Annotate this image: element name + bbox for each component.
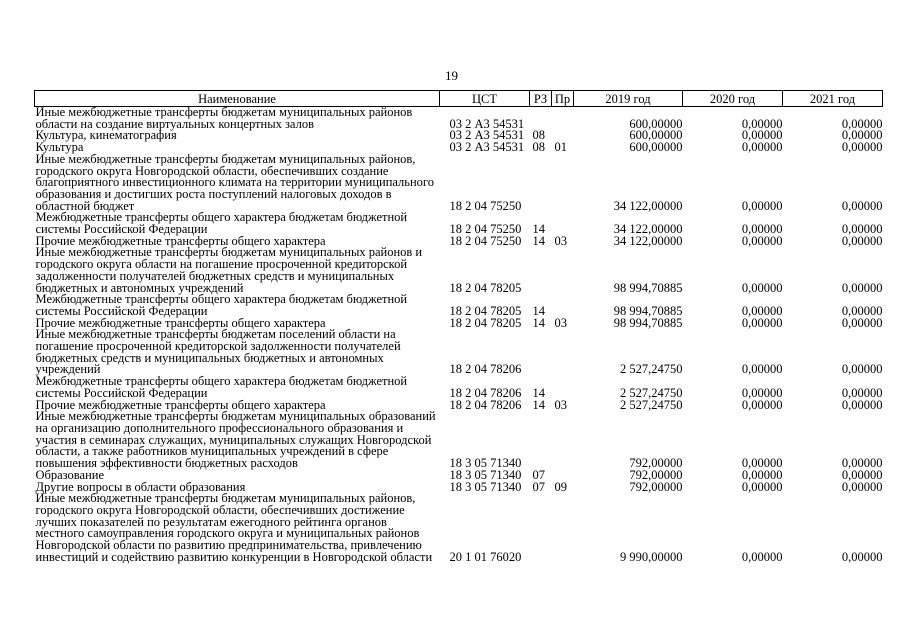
row-value-2021: 0,00000 — [841, 116, 883, 131]
row-rz: 14 — [532, 315, 545, 330]
row-value-2021: 0,00000 — [841, 315, 883, 330]
row-value-2019: 792,00000 — [629, 467, 683, 482]
row-value-2021: 0,00000 — [841, 222, 883, 237]
row-value-2021: 0,00000 — [841, 280, 883, 295]
row-rz — [530, 493, 552, 563]
row-cst: 18 2 04 78205 — [449, 303, 522, 318]
row-pr: 03 — [554, 397, 567, 412]
row-name: Образование — [35, 467, 105, 482]
row-name: Межбюджетные трансферты общего характера бюджетам бюджетной системы Российской Федерации — [35, 374, 408, 400]
row-name: Иные межбюджетные трансферты бюджетам поселений области на погашение просроченной кредиторской задолженности получателей бюджетных средств и муниципальных бюджетных и автономных учреждений — [35, 327, 401, 377]
budget-table — [34, 90, 883, 563]
row-value-2021: 0,00000 — [841, 467, 883, 482]
row-rz — [530, 411, 552, 470]
row-value-2021: 0,00000 — [841, 385, 883, 400]
row-value-2019: 34 122,00000 — [613, 233, 683, 248]
table-row — [35, 212, 883, 235]
row-value-2019: 600,00000 — [629, 140, 683, 155]
header-rz: РЗ — [530, 91, 552, 107]
row-name: Межбюджетные трансферты общего характера бюджетам бюджетной системы Российской Федерации — [35, 210, 408, 237]
row-cst: 18 3 05 71340 — [449, 456, 522, 471]
row-name: Другие вопросы в области образования — [35, 479, 246, 494]
row-pr: 09 — [554, 479, 567, 494]
row-value-2021: 0,00000 — [841, 362, 883, 377]
row-name: Прочие межбюджетные трансферты общего характера — [35, 315, 326, 330]
row-value-2020: 0,00000 — [741, 280, 783, 295]
row-cst: 18 2 04 78205 — [449, 280, 522, 295]
row-name: Иные межбюджетные трансферты бюджетам муниципальных образований на организацию дополнительного профессионального образования и участия в семинарах служащих, муниципальных служащих Новгородской области, а также работников муниципальных учреждений в сфере повышения эффективности бюджетных расходов — [35, 409, 436, 471]
row-cst: 18 2 04 75250 — [449, 233, 522, 248]
row-value-2019: 98 994,70885 — [613, 303, 683, 318]
row-value-2021: 0,00000 — [841, 233, 883, 248]
table-row — [35, 247, 883, 294]
row-name: Межбюджетные трансферты общего характера бюджетам бюджетной системы Российской Федерации — [35, 292, 408, 318]
budget-table-container — [34, 90, 882, 563]
row-value-2020: 0,00000 — [741, 222, 783, 237]
row-rz: 14 — [532, 397, 545, 412]
header-cst: ЦСТ — [440, 91, 530, 107]
row-value-2019: 9 990,00000 — [620, 549, 683, 564]
row-value-2019: 792,00000 — [629, 479, 683, 494]
row-pr: 01 — [554, 140, 567, 155]
row-cst: 18 3 05 71340 — [449, 467, 522, 482]
row-value-2020: 0,00000 — [741, 479, 783, 494]
row-value-2020: 0,00000 — [741, 128, 783, 143]
row-pr — [552, 107, 574, 131]
header-pr: Пр — [552, 91, 574, 107]
row-rz — [530, 329, 552, 376]
row-cst: 20 1 01 76020 — [449, 549, 522, 564]
row-value-2020: 0,00000 — [741, 140, 783, 155]
row-name: Иные межбюджетные трансферты бюджетам муниципальных районов, городского округа Новгородской области, обеспечивших достижение лучших показателей по результатам ежегодного рейтинга органов местного самоуправления городского округа и муниципальных районов Новгородской области по развитию предпринимательства, привлечению инвестиций и содействию развитию конкуренции в Новгородской области — [35, 491, 433, 564]
row-name: Прочие межбюджетные трансферты общего характера — [35, 233, 326, 248]
row-value-2019: 98 994,70885 — [613, 280, 683, 295]
row-value-2019: 98 994,70885 — [613, 315, 683, 330]
table-body — [35, 107, 883, 564]
row-value-2020: 0,00000 — [741, 362, 783, 377]
row-name: Иные межбюджетные трансферты бюджетам муниципальных районов, городского округа Новгородской области, обеспечивших создание благоприятного инвестиционного климата на территории муниципального образования и достигших роста поступлений налоговых доходов в областной бюджет — [35, 151, 434, 213]
row-value-2019: 2 527,24750 — [620, 362, 683, 377]
row-name: Прочие межбюджетные трансферты общего характера — [35, 397, 326, 412]
row-value-2020: 0,00000 — [741, 549, 783, 564]
row-pr — [552, 154, 574, 213]
row-pr: 03 — [554, 315, 567, 330]
row-cst: 18 3 05 71340 — [449, 479, 522, 494]
row-value-2019: 600,00000 — [629, 128, 683, 143]
row-rz: 14 — [532, 385, 545, 400]
row-rz — [530, 154, 552, 213]
table-row — [35, 294, 883, 317]
header-name: Наименование — [35, 91, 440, 107]
row-value-2021: 0,00000 — [841, 479, 883, 494]
row-cst: 18 2 04 78206 — [449, 397, 522, 412]
header-2019: 2019 год — [574, 91, 683, 107]
row-value-2021: 0,00000 — [841, 456, 883, 471]
row-name: Иные межбюджетные трансферты бюджетам муниципальных районов и городского округа области на погашение просроченной кредиторской задолженности получателей бюджетных средств и муниципальных бюджетных и автономных учреждений — [35, 245, 423, 295]
row-rz: 08 — [532, 140, 545, 155]
table-row — [35, 376, 883, 399]
header-2020: 2020 год — [683, 91, 783, 107]
row-value-2020: 0,00000 — [741, 233, 783, 248]
row-cst: 18 2 04 78205 — [449, 315, 522, 330]
row-rz: 08 — [532, 128, 545, 143]
row-cst: 18 2 04 78206 — [449, 362, 522, 377]
row-value-2020: 0,00000 — [741, 315, 783, 330]
row-rz: 07 — [532, 479, 545, 494]
row-value-2019: 600,00000 — [629, 116, 683, 131]
row-rz: 14 — [532, 303, 545, 318]
row-cst: 18 2 04 78206 — [449, 385, 522, 400]
row-value-2019: 792,00000 — [629, 456, 683, 471]
row-cst: 03 2 А3 54531 — [449, 116, 525, 131]
row-rz — [530, 107, 552, 131]
row-pr — [552, 212, 574, 235]
row-cst: 18 2 04 75250 — [449, 222, 522, 237]
table-row — [35, 329, 883, 376]
row-name: Культура, кинематография — [35, 128, 177, 143]
row-value-2020: 0,00000 — [741, 116, 783, 131]
row-value-2019: 34 122,00000 — [613, 198, 683, 213]
row-value-2019: 34 122,00000 — [613, 222, 683, 237]
row-cst: 18 2 04 75250 — [449, 198, 522, 213]
row-pr — [552, 247, 574, 294]
row-pr — [552, 294, 574, 317]
row-cst: 03 2 А3 54531 — [449, 140, 525, 155]
row-name: Культура — [35, 140, 84, 155]
row-cst: 03 2 А3 54531 — [449, 128, 525, 143]
table-row — [35, 107, 883, 131]
row-value-2020: 0,00000 — [741, 198, 783, 213]
row-rz: 14 — [532, 222, 545, 237]
row-pr — [552, 376, 574, 399]
row-value-2020: 0,00000 — [741, 467, 783, 482]
row-value-2021: 0,00000 — [841, 397, 883, 412]
row-value-2019: 2 527,24750 — [620, 385, 683, 400]
table-row — [35, 493, 883, 563]
row-pr: 03 — [554, 233, 567, 248]
row-rz: 07 — [532, 467, 545, 482]
row-name: Иные межбюджетные трансферты бюджетам муниципальных районов области на создание виртуальных концертных залов — [35, 105, 413, 131]
row-rz — [530, 247, 552, 294]
row-value-2021: 0,00000 — [841, 549, 883, 564]
row-value-2021: 0,00000 — [841, 303, 883, 318]
page-number: 19 — [445, 68, 458, 83]
row-pr — [552, 411, 574, 470]
row-value-2021: 0,00000 — [841, 198, 883, 213]
row-value-2020: 0,00000 — [741, 456, 783, 471]
row-rz: 14 — [532, 233, 545, 248]
row-value-2019: 2 527,24750 — [620, 397, 683, 412]
table-row — [35, 154, 883, 213]
row-value-2021: 0,00000 — [841, 140, 883, 155]
row-value-2020: 0,00000 — [741, 303, 783, 318]
header-2021: 2021 год — [783, 91, 883, 107]
row-value-2020: 0,00000 — [741, 397, 783, 412]
row-value-2020: 0,00000 — [741, 385, 783, 400]
row-value-2021: 0,00000 — [841, 128, 883, 143]
row-pr — [552, 493, 574, 563]
row-pr — [552, 329, 574, 376]
table-row — [35, 411, 883, 470]
